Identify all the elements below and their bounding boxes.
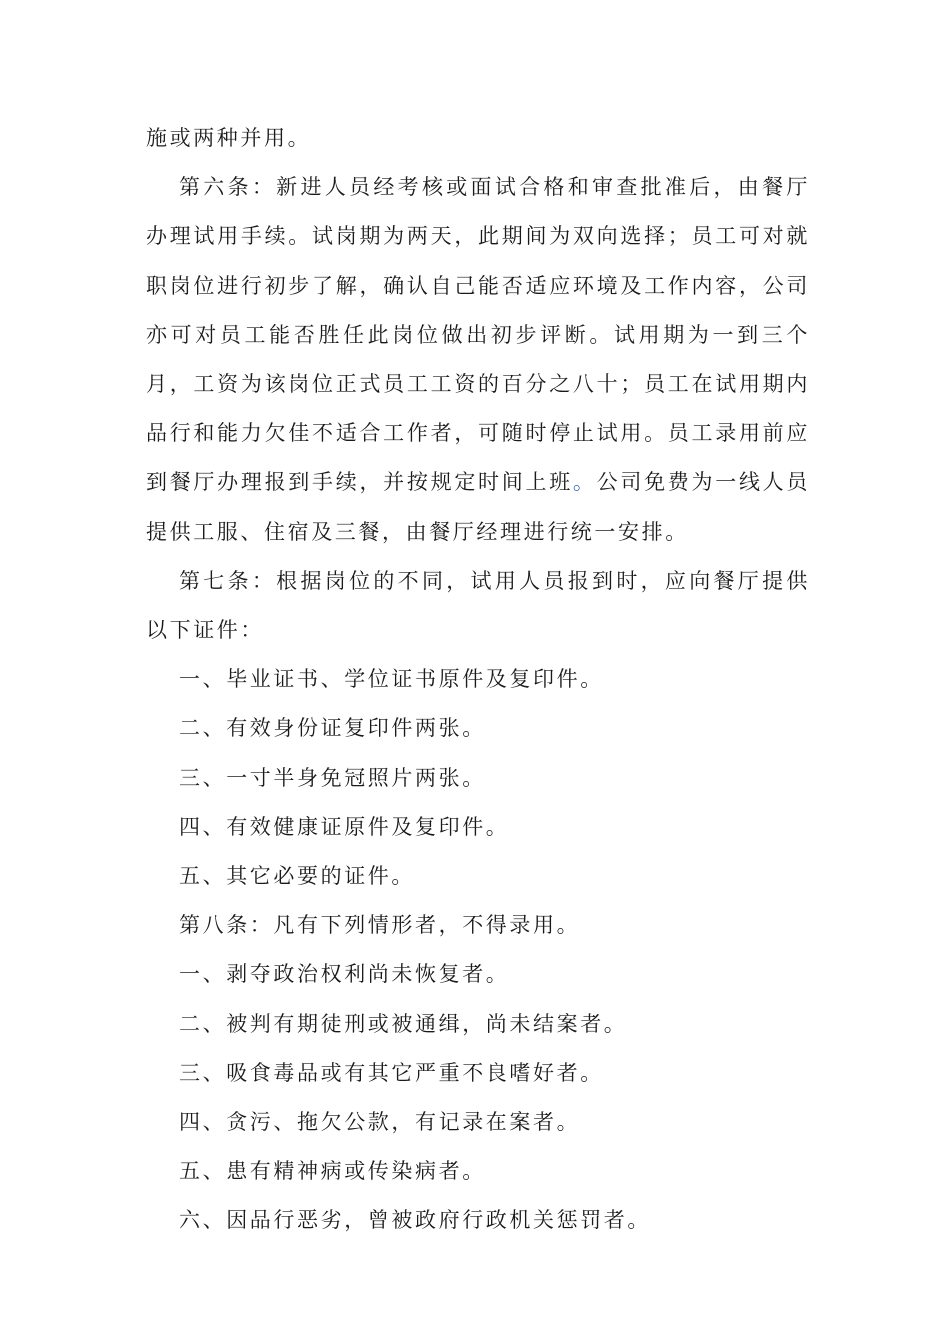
list-item-article-7-2: 二、有效身份证复印件两张。 [179,716,486,741]
paragraph-continuation: 施或两种并用。 [146,126,312,150]
list-item-article-7-4: 四、有效健康证原件及复印件。 [179,814,510,839]
list-item-article-8-3: 三、吸食毒品或有其它严重不良嗜好者。 [179,1060,604,1085]
document-body [146,114,810,1246]
paragraph-article-7: 第七条：根据岗位的不同，试用人员报到时，应向餐厅提供以下证件： [146,568,810,643]
list-item-article-7-5: 五、其它必要的证件。 [179,864,415,889]
list-item-article-8-5: 五、患有精神病或传染病者。 [179,1159,486,1184]
list-item-article-8-1: 一、剥夺政治权利尚未恢复者。 [179,962,510,987]
list-item-article-7-1: 一、毕业证书、学位证书原件及复印件。 [179,667,604,692]
article-6-text-after: 公司免费为一线人员提供工服、住宿及三餐，由餐厅经理进行统一安排。 [146,470,810,544]
paragraph-article-8: 第八条：凡有下列情形者，不得录用。 [179,913,581,938]
list-item-article-8-4: 四、贪污、拖欠公款，有记录在案者。 [179,1110,581,1135]
paragraph-article-6 [146,163,810,557]
list-item-article-8-2: 二、被判有期徒刑或被通缉，尚未结案者。 [179,1011,628,1036]
list-item-article-7-3: 三、一寸半身免冠照片两张。 [179,765,486,790]
article-6-blue-mark: 。 [572,470,597,495]
list-item-article-8-6: 六、因品行恶劣，曾被政府行政机关惩罚者。 [179,1208,651,1233]
article-6-text: 第六条：新进人员经考核或面试合格和审查批准后，由餐厅办理试用手续。试岗期为两天，此期间为双向选择；员工可对就职岗位进行初步了解，确认自己能否适应环境及工作内容，公司亦可对员工能否胜任此岗位做出初步评断。试用期为一到三个月，工资为该岗位正式员工工资的百分之八十；员工在试用期内品行和能力欠佳不适合工作者，可随时停止试用。员工录用前应到餐厅办理报到手续，并按规定时间上班 [146,175,810,495]
